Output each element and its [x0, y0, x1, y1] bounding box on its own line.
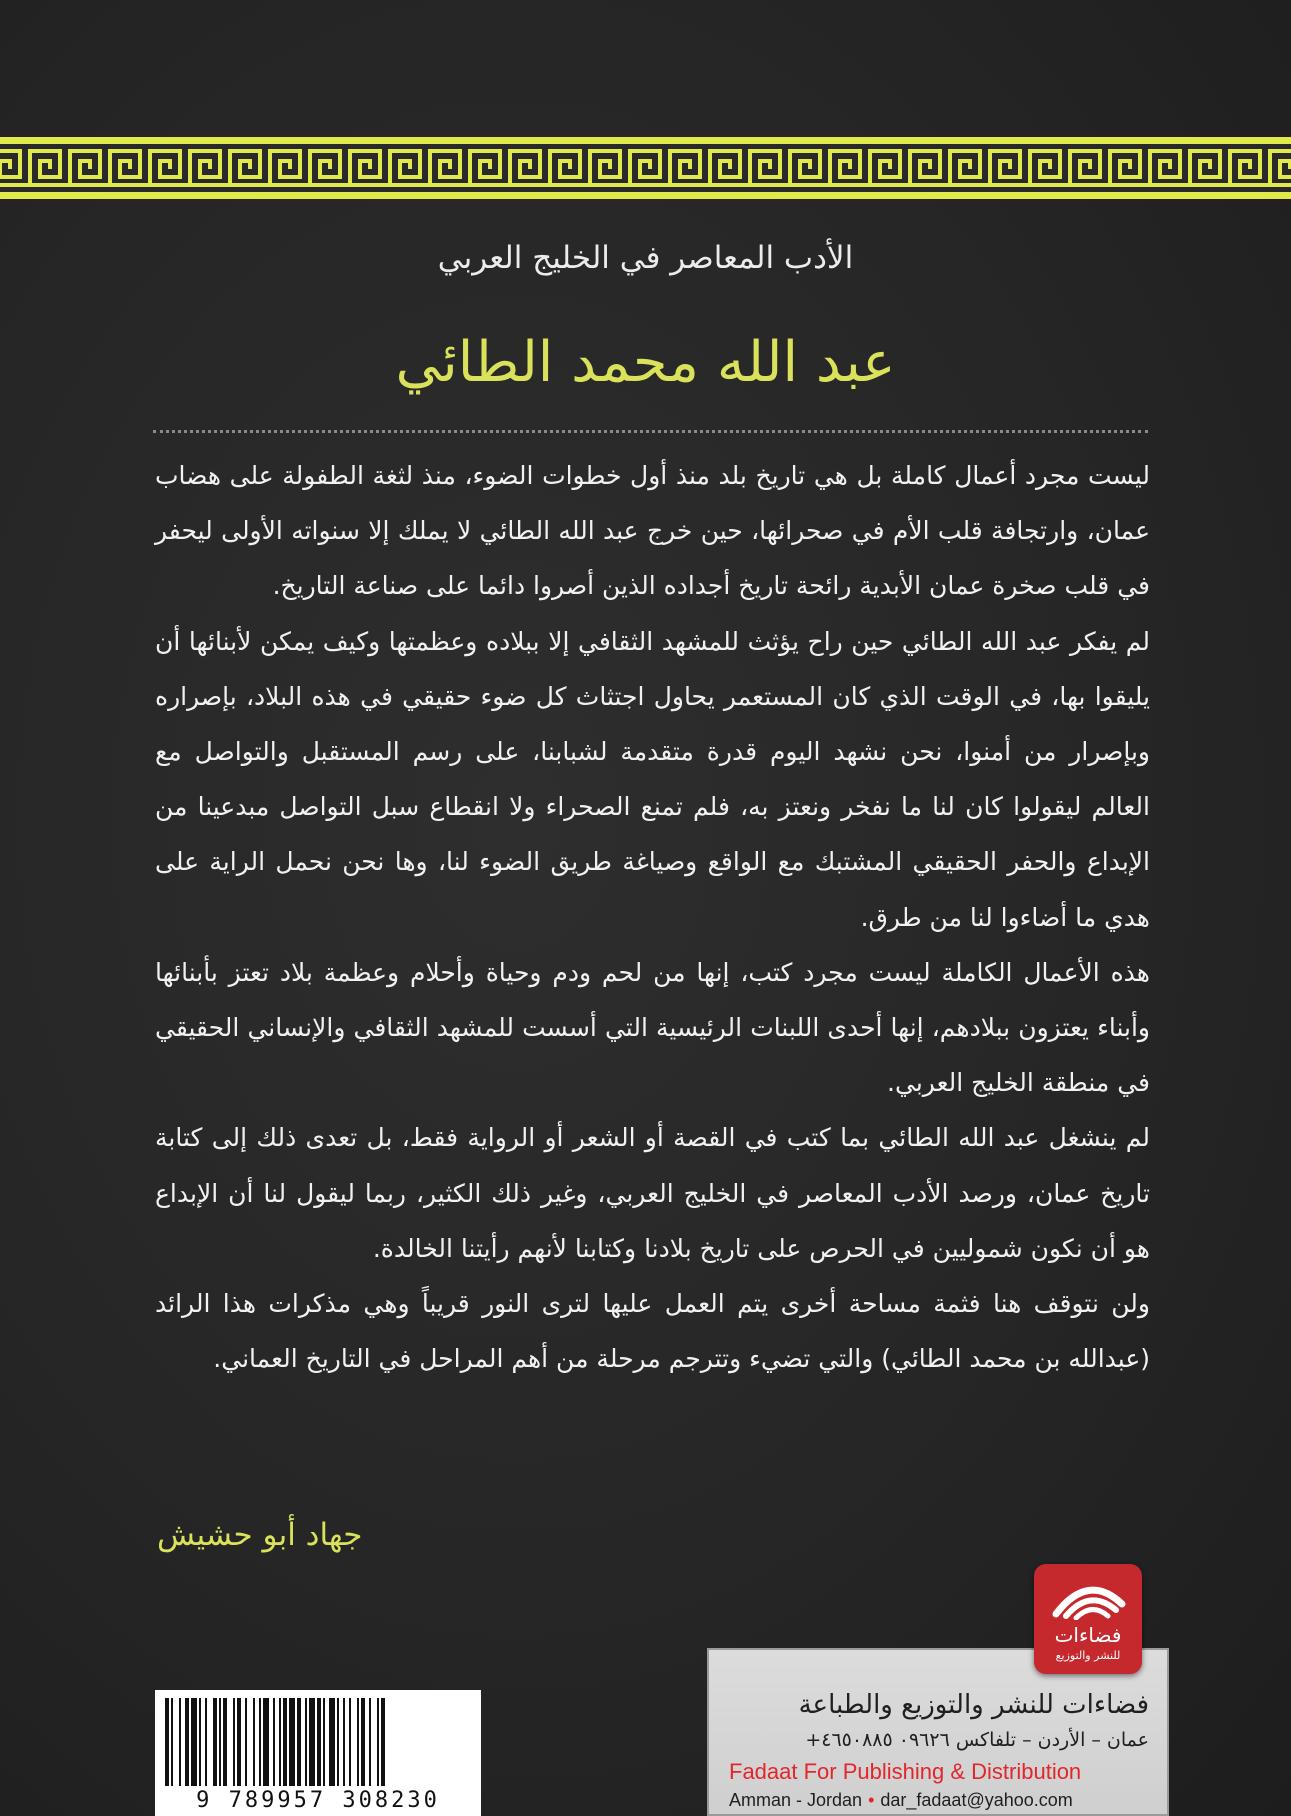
- barcode-bar: [283, 1698, 287, 1786]
- blurb-paragraph-5: ولن نتوقف هنا فثمة مساحة أخرى يتم العمل عليها لترى النور قريباً وهي مذكرات هذا الرائد (عبدالله بن محمد الطائي) والتي تضيء وتترجم مرحلة من أهم المراحل في التاريخ العماني.: [155, 1289, 1150, 1374]
- barcode-bar: [357, 1698, 359, 1786]
- barcode-bar: [317, 1698, 321, 1786]
- dotted-divider: [153, 430, 1148, 433]
- barcode-bar: [191, 1698, 197, 1786]
- barcode-bar: [253, 1698, 255, 1786]
- barcode-bar: [279, 1698, 281, 1786]
- barcode-bar: [349, 1698, 351, 1786]
- author-name: عبد الله محمد الطائي: [395, 330, 896, 395]
- logo-tagline: للنشر والتوزيع: [1055, 1649, 1121, 1662]
- barcode-bar: [205, 1698, 207, 1786]
- barcode-bar: [171, 1698, 173, 1786]
- barcode-bar: [337, 1698, 339, 1786]
- blurb-paragraph-3: هذه الأعمال الكاملة ليست مجرد كتب، إنها من لحم ودم وحياة وأحلام وعظمة بلاد تعتز بأبنائها وأبناء يعتزون ببلادهم، إنها أحدى اللبنات الرئيسية التي أسست للمشهد الثقافي والإنساني الحقيقي في منطقة الخليج العربي.: [155, 957, 1150, 1098]
- blurb-text: [155, 448, 1150, 1386]
- barcode-bar: [245, 1698, 247, 1786]
- blurb-paragraph-1: ليست مجرد أعمال كاملة بل هي تاريخ بلد منذ أول خطوات الضوء، منذ لثغة الطفولة على هضاب عمان، وارتجافة قلب الأم في صحرائها، حين خرج عبد الله الطائي لا يملك إلا سنواته الأولى ليحفر في قلب صخرة عمان الأبدية رائحة تاريخ أجداده الذين أصروا دائما على صناعة التاريخ.: [155, 461, 1150, 601]
- barcode-bar: [369, 1698, 371, 1786]
- logo-arcs-icon: [1048, 1574, 1128, 1620]
- blurb-paragraph-2: لم يفكر عبد الله الطائي حين راح يؤثث للمشهد الثقافي إلا ببلاده وعظمتها وكيف يمكن لأبنائها أن يليقوا بها، في الوقت الذي كان المستعمر يحاول اجتثاث كل ضوء حقيقي في هذه البلاد، بإصراره وبإصرار من أمنوا، نحن نشهد اليوم قدرة متقدمة لشبابنا، على رسم المستقبل والتواصل مع العالم ليقولوا كان لنا ما نفخر ونعتز به، فلم تمنع الصحراء ولا انقطاع سبل التواصل مبدعينا من الإبداع والحفر الحقيقي المشتبك مع الواقع وصياغة طريق الضوء لنا، وها نحن نحمل الراية على هدي ما أضاءوا لنا من طرق.: [155, 626, 1150, 932]
- barcode-bar: [323, 1698, 325, 1786]
- publisher-city: Amman - Jordan: [729, 1790, 863, 1810]
- logo-name: فضاءات: [1054, 1623, 1122, 1647]
- barcode-bar: [361, 1698, 365, 1786]
- barcode-bar: [377, 1698, 379, 1786]
- barcode-bars: [165, 1698, 471, 1786]
- barcode-bar: [305, 1698, 307, 1786]
- publisher-name-arabic: فضاءات للنشر والتوزيع والطباعة: [798, 1690, 1149, 1720]
- separator-dot: •: [868, 1790, 875, 1810]
- publisher-name-english: Fadaat For Publishing & Distribution: [729, 1759, 1082, 1784]
- publisher-email: dar_fadaat@yahoo.com: [880, 1790, 1073, 1810]
- barcode-bar: [233, 1698, 235, 1786]
- barcode-bar: [259, 1698, 261, 1786]
- barcode-bar: [223, 1698, 227, 1786]
- barcode-bar: [179, 1698, 181, 1786]
- blurb-paragraph-4: لم ينشغل عبد الله الطائي بما كتب في القصة أو الشعر أو الرواية فقط، بل تعدى ذلك إلى كتابة تاريخ عمان، ورصد الأدب المعاصر في الخليج العربي، وغير ذلك الكثير، ربما ليقول لنا أن الإبداع هو أن نكون شموليين في الحرص على تاريخ بلادنا وكتابنا لأنهم رأيتنا الخالدة.: [155, 1123, 1150, 1263]
- series-title: الأدب المعاصر في الخليج العربي: [437, 240, 854, 276]
- barcode-bar: [381, 1698, 385, 1786]
- barcode-bar: [237, 1698, 241, 1786]
- barcode-bar: [329, 1698, 335, 1786]
- isbn-barcode: [155, 1690, 481, 1816]
- barcode-bar: [213, 1698, 217, 1786]
- blurb-signature: جهاد أبو حشيش: [157, 1517, 363, 1553]
- barcode-bar: [343, 1698, 345, 1786]
- barcode-bar: [199, 1698, 201, 1786]
- greek-key-border: [0, 137, 1291, 199]
- barcode-bar: [289, 1698, 295, 1786]
- barcode-bar: [309, 1698, 315, 1786]
- barcode-bar: [219, 1698, 221, 1786]
- barcode-bar: [185, 1698, 189, 1786]
- barcode-bar: [297, 1698, 301, 1786]
- publisher-logo: [1034, 1564, 1142, 1674]
- barcode-bar: [263, 1698, 269, 1786]
- publisher-contact: [729, 1787, 1149, 1813]
- barcode-bar: [273, 1698, 275, 1786]
- barcode-bar: [165, 1698, 169, 1786]
- publisher-address-arabic: عمان – الأردن – تلفاكس ٠٩٦٢٦ ٤٦٥٠٨٨٥+: [805, 1729, 1149, 1751]
- isbn-number: 9 789957 308230: [155, 1786, 481, 1816]
